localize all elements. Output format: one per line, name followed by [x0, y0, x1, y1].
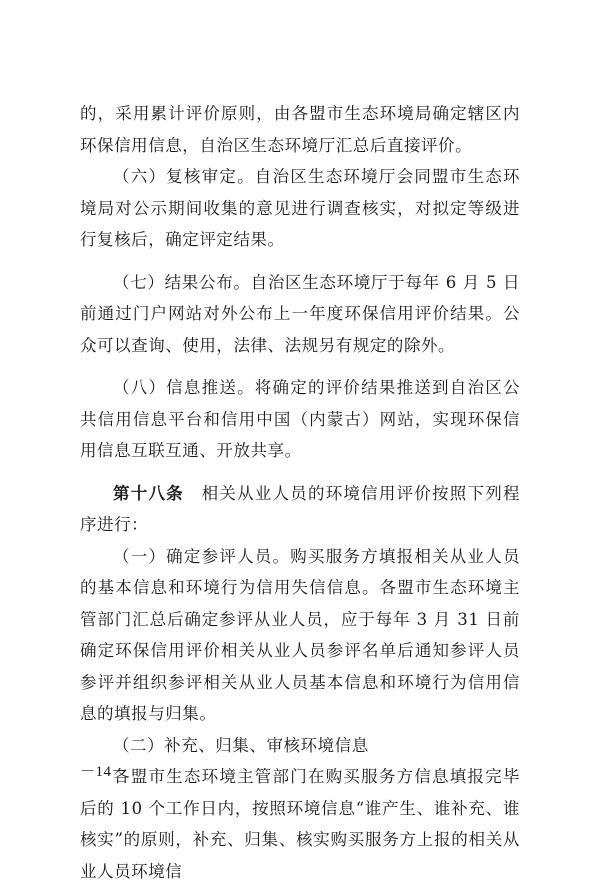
- document-body: [80, 98, 520, 887]
- article-18-paragraph: [80, 478, 520, 541]
- article-text: 相关从业人员的环境信用评价按照下列程序进行：: [80, 483, 521, 534]
- paragraph-determine-participants: （一）确定参评人员。购买服务方填报相关从业人员的基本信息和环境行为信用失信信息。各盟市生态环境主管部门汇总后确定参评从业人员，应于每年 3 月 31 日前确定环保信用评价相关从业人员参评名单后通知参评人员参评并组织参评相关从业人员基本信息和环境行为信用信息的填报与归集。: [80, 546, 520, 723]
- article-number: 第十八条: [113, 483, 184, 503]
- paragraph-supplement-heading: （二）补充、归集、审核环境信息: [113, 735, 369, 755]
- paragraph-review-approval: （六）复核审定。自治区生态环境厅会同盟市生态环境局对公示期间收集的意见进行调查核实，对拟定等级进行复核后，确定评定结果。: [80, 167, 520, 249]
- paragraph-supplement-detail: 各盟市生态环境主管部门在购买服务方信息填报完毕后的 10 个工作日内，按照环境信息“谁产生、谁补充、谁核实”的原则，补充、归集、核实购买服务方上报的相关从业人员环境信: [80, 767, 520, 881]
- paragraph-info-push: （八）信息推送。将确定的评价结果推送到自治区公共信用信息平台和信用中国（内蒙古）网站，实现环保信用信息互联互通、开放共享。: [80, 378, 520, 460]
- paragraph-result-publication: （七）结果公布。自治区生态环境厅于每年 6 月 5 日前通过门户网站对外公布上一年度环保信用评价结果。公众可以查询、使用，法律、法规另有规定的除外。: [80, 272, 520, 355]
- page-number: －14－: [80, 764, 128, 780]
- paragraph-continuation: 的，采用累计评价原则，由各盟市生态环境局确定辖区内环保信用信息，自治区生态环境厅汇总后直接评价。: [80, 104, 520, 155]
